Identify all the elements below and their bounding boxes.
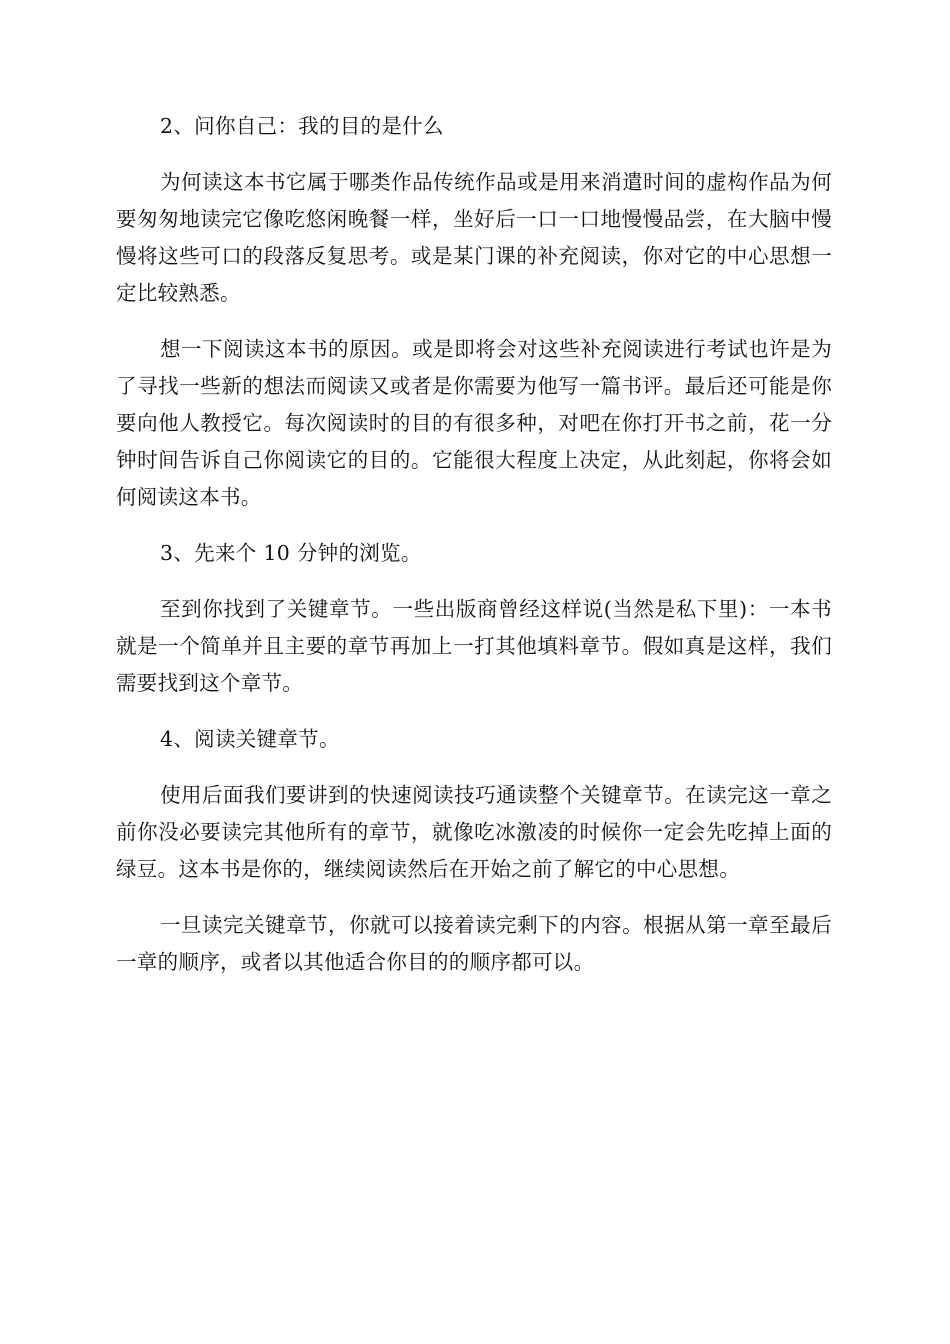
paragraph-reading-purpose: 为何读这本书它属于哪类作品传统作品或是用来消遣时间的虚构作品为何要匆匆地读完它像吃悠闲晚餐一样，坐好后一口一口地慢慢品尝，在大脑中慢慢将这些可口的段落反复思考。或是某门课的补充阅读，你对它的中心思想一定比较熟悉。 — [116, 170, 832, 305]
paragraph-speed-reading: 使用后面我们要讲到的快速阅读技巧通读整个关键章节。在读完这一章之前你没必要读完其他所有的章节，就像吃冰激凌的时候你一定会先吃掉上面的绿豆。这本书是你的，继续阅读然后在开始之前了解它的中心思想。 — [116, 783, 832, 881]
section-heading-2: 2、问你自己：我的目的是什么 — [160, 114, 444, 138]
section-heading-4: 4、阅读关键章节。 — [160, 727, 340, 751]
paragraph-reading-reason: 想一下阅读这本书的原因。或是即将会对这些补充阅读进行考试也许是为了寻找一些新的想法而阅读又或者是你需要为他写一篇书评。最后还可能是你要向他人教授它。每次阅读时的目的有很多种，对吧在你打开书之前，花一分钟时间告诉自己你阅读它的目的。它能很大程度上决定，从此刻起，你将会如何阅读这本书。 — [116, 337, 832, 509]
section-heading-3: 3、先来个 10 分钟的浏览。 — [160, 541, 422, 565]
document-body — [116, 108, 832, 1000]
paragraph-remaining-content: 一旦读完关键章节，你就可以接着读完剩下的内容。根据从第一章至最后一章的顺序，或者以其他适合你目的的顺序都可以。 — [116, 913, 832, 974]
paragraph-key-chapter: 至到你找到了关键章节。一些出版商曾经这样说(当然是私下里)：一本书就是一个简单并且主要的章节再加上一打其他填料章节。假如真是这样，我们需要找到这个章节。 — [116, 597, 832, 695]
